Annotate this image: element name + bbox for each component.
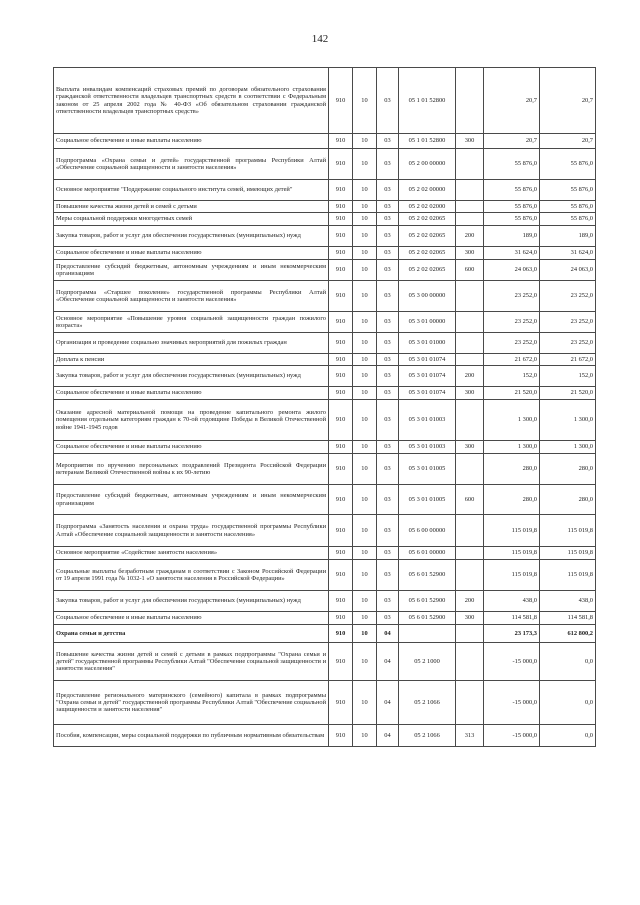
row-name: Основное мероприятие «Повышение уровня социальной защищенности граждан пожилого возраста»: [54, 312, 329, 333]
section-code: 10: [353, 333, 377, 354]
row-name: Социальное обеспечение и иные выплаты населению: [54, 134, 329, 149]
amount-change: 55 876,0: [484, 213, 540, 226]
ministry-code: 910: [329, 485, 353, 515]
ministry-code: 910: [329, 591, 353, 612]
amount-change: 31 624,0: [484, 247, 540, 260]
row-name: Доплата к пенсии: [54, 354, 329, 366]
table-row: [54, 201, 596, 213]
row-name: Социальное обеспечение и иные выплаты населению: [54, 387, 329, 400]
amount-total: 20,7: [540, 68, 596, 134]
row-name: Социальное обеспечение и иные выплаты населению: [54, 247, 329, 260]
amount-total: 152,0: [540, 366, 596, 387]
table-row: [54, 213, 596, 226]
amount-change: 152,0: [484, 366, 540, 387]
target-article-code: 05 3 01 01074: [399, 387, 456, 400]
ministry-code: 910: [329, 333, 353, 354]
subsection-code: 03: [377, 247, 399, 260]
subsection-code: 03: [377, 281, 399, 312]
target-article-code: 05 3 01 01003: [399, 400, 456, 441]
ministry-code: 910: [329, 213, 353, 226]
amount-total: 20,7: [540, 134, 596, 149]
section-code: 10: [353, 247, 377, 260]
ministry-code: 910: [329, 625, 353, 643]
target-article-code: 05 2 02 02065: [399, 247, 456, 260]
section-code: 10: [353, 625, 377, 643]
target-article-code: 05 2 02 02065: [399, 260, 456, 281]
section-code: 10: [353, 591, 377, 612]
expense-type-code: [456, 454, 484, 485]
subsection-code: 04: [377, 725, 399, 747]
ministry-code: 910: [329, 68, 353, 134]
amount-change: -15 000,0: [484, 681, 540, 725]
target-article-code: 05 6 01 52900: [399, 612, 456, 625]
amount-change: 115 019,8: [484, 560, 540, 591]
ministry-code: 910: [329, 260, 353, 281]
target-article-code: 05 2 00 00000: [399, 149, 456, 180]
section-code: 10: [353, 201, 377, 213]
amount-change: 55 876,0: [484, 201, 540, 213]
amount-total: 114 581,8: [540, 612, 596, 625]
table-row: [54, 612, 596, 625]
section-code: 10: [353, 643, 377, 681]
expense-type-code: [456, 515, 484, 547]
amount-total: 280,0: [540, 454, 596, 485]
expense-type-code: [456, 281, 484, 312]
amount-total: 1 300,0: [540, 400, 596, 441]
expense-type-code: 313: [456, 725, 484, 747]
row-name: Закупка товаров, работ и услуг для обеспечения государственных (муниципальных) нужд: [54, 591, 329, 612]
table-row: [54, 625, 596, 643]
amount-total: 438,0: [540, 591, 596, 612]
expense-type-code: 300: [456, 612, 484, 625]
amount-change: 23 252,0: [484, 333, 540, 354]
ministry-code: 910: [329, 281, 353, 312]
section-code: 10: [353, 725, 377, 747]
subsection-code: 03: [377, 547, 399, 560]
ministry-code: 910: [329, 454, 353, 485]
ministry-code: 910: [329, 725, 353, 747]
row-name: Повышение качества жизни детей и семей с детьми: [54, 201, 329, 213]
amount-change: 23 252,0: [484, 281, 540, 312]
row-name: Пособия, компенсации, меры социальной поддержки по публичным нормативным обязательствам: [54, 725, 329, 747]
section-code: 10: [353, 454, 377, 485]
table-row: [54, 247, 596, 260]
expense-type-code: [456, 547, 484, 560]
expense-type-code: [456, 213, 484, 226]
page-number: 142: [311, 33, 329, 45]
row-name: Повышение качества жизни детей и семей с детьми в рамках подпрограммы "Охрана семьи и детей" государственной программы Республики Алтай "Обеспечение социальной защищенности и занятости населения": [54, 643, 329, 681]
amount-change: 23 252,0: [484, 312, 540, 333]
target-article-code: 05 6 01 00000: [399, 547, 456, 560]
amount-total: 612 800,2: [540, 625, 596, 643]
target-article-code: 05 6 01 52900: [399, 560, 456, 591]
target-article-code: [399, 625, 456, 643]
subsection-code: 04: [377, 643, 399, 681]
ministry-code: 910: [329, 201, 353, 213]
expense-type-code: 200: [456, 226, 484, 247]
ministry-code: 910: [329, 515, 353, 547]
target-article-code: 05 3 01 01074: [399, 366, 456, 387]
subsection-code: 03: [377, 354, 399, 366]
target-article-code: 05 3 01 01005: [399, 485, 456, 515]
amount-total: 189,0: [540, 226, 596, 247]
ministry-code: 910: [329, 134, 353, 149]
row-name: Выплата инвалидам компенсаций страховых премий по договорам обязательного страхования гражданской ответственности владельцев транспортных средств в соответствии с Федеральным законом от 25 апреля 2002 года № 40-ФЗ «Об обязательном страховании гражданской ответственности владельцев транспортных средств»: [54, 68, 329, 134]
subsection-code: 04: [377, 681, 399, 725]
amount-change: 55 876,0: [484, 180, 540, 201]
amount-total: 55 876,0: [540, 180, 596, 201]
expense-type-code: 600: [456, 260, 484, 281]
row-name: Предоставление субсидий бюджетным, автономным учреждениям и иным некоммерческим организациям: [54, 485, 329, 515]
section-code: 10: [353, 612, 377, 625]
target-article-code: 05 3 01 01000: [399, 333, 456, 354]
section-code: 10: [353, 400, 377, 441]
target-article-code: 05 1 01 52800: [399, 68, 456, 134]
table-row: [54, 149, 596, 180]
table-row: [54, 354, 596, 366]
expense-type-code: 600: [456, 485, 484, 515]
subsection-code: 03: [377, 400, 399, 441]
ministry-code: 910: [329, 441, 353, 454]
amount-total: 24 063,0: [540, 260, 596, 281]
expense-type-code: [456, 312, 484, 333]
target-article-code: 05 6 00 00000: [399, 515, 456, 547]
table-row: [54, 366, 596, 387]
amount-change: 23 173,3: [484, 625, 540, 643]
target-article-code: 05 3 01 01003: [399, 441, 456, 454]
amount-total: 0,0: [540, 643, 596, 681]
ministry-code: 910: [329, 312, 353, 333]
target-article-code: 05 3 01 01074: [399, 354, 456, 366]
amount-total: 21 520,0: [540, 387, 596, 400]
amount-change: 1 300,0: [484, 441, 540, 454]
subsection-code: 03: [377, 333, 399, 354]
amount-total: 280,0: [540, 485, 596, 515]
amount-total: 31 624,0: [540, 247, 596, 260]
section-code: 10: [353, 68, 377, 134]
row-name: Закупка товаров, работ и услуг для обеспечения государственных (муниципальных) нужд: [54, 366, 329, 387]
amount-total: 23 252,0: [540, 312, 596, 333]
row-name: Социальные выплаты безработным гражданам в соответствии с Законом Российской Федерации от 19 апреля 1991 года № 1032-1 «О занятости населения в Российской Федерации»: [54, 560, 329, 591]
expense-type-code: 300: [456, 134, 484, 149]
expense-type-code: [456, 201, 484, 213]
target-article-code: 05 2 1066: [399, 681, 456, 725]
target-article-code: 05 2 1066: [399, 725, 456, 747]
expense-type-code: [456, 560, 484, 591]
row-name: Охрана семьи и детства: [54, 625, 329, 643]
expense-type-code: [456, 180, 484, 201]
amount-total: 23 252,0: [540, 281, 596, 312]
amount-change: 20,7: [484, 134, 540, 149]
expense-type-code: [456, 625, 484, 643]
subsection-code: 03: [377, 366, 399, 387]
row-name: Оказание адресной материальной помощи на проведение капитального ремонта жилого помещения отдельным категориям граждан к 70-ой годовщине Победы в Великой Отечественной войне 1941-1945 годов: [54, 400, 329, 441]
subsection-code: 03: [377, 134, 399, 149]
table-row: [54, 454, 596, 485]
table-row: [54, 226, 596, 247]
section-code: 10: [353, 149, 377, 180]
amount-change: -15 000,0: [484, 643, 540, 681]
ministry-code: 910: [329, 247, 353, 260]
amount-total: 55 876,0: [540, 201, 596, 213]
row-name: Закупка товаров, работ и услуг для обеспечения государственных (муниципальных) нужд: [54, 226, 329, 247]
section-code: 10: [353, 180, 377, 201]
expense-type-code: [456, 400, 484, 441]
ministry-code: 910: [329, 400, 353, 441]
amount-change: 115 019,8: [484, 547, 540, 560]
amount-change: -15 000,0: [484, 725, 540, 747]
ministry-code: 910: [329, 612, 353, 625]
table-row: [54, 515, 596, 547]
row-name: Основное мероприятие "Поддержание социального института семей, имеющих детей": [54, 180, 329, 201]
table-row: [54, 547, 596, 560]
target-article-code: 05 3 01 00000: [399, 312, 456, 333]
section-code: 10: [353, 387, 377, 400]
expense-type-code: 300: [456, 247, 484, 260]
target-article-code: 05 2 02 02000: [399, 201, 456, 213]
subsection-code: 03: [377, 68, 399, 134]
row-name: Мероприятия по вручению персональных поздравлений Президента Российской Федерации ветеранам Великой Отечественной войны к их 90-летию: [54, 454, 329, 485]
target-article-code: 05 3 00 00000: [399, 281, 456, 312]
ministry-code: 910: [329, 560, 353, 591]
amount-total: 115 019,8: [540, 560, 596, 591]
ministry-code: 910: [329, 681, 353, 725]
table-row: [54, 560, 596, 591]
section-code: 10: [353, 560, 377, 591]
table-row: [54, 180, 596, 201]
amount-change: 114 581,8: [484, 612, 540, 625]
target-article-code: 05 2 02 02065: [399, 213, 456, 226]
table-row: [54, 134, 596, 149]
table-row: [54, 591, 596, 612]
expense-type-code: [456, 149, 484, 180]
subsection-code: 03: [377, 260, 399, 281]
amount-total: 1 300,0: [540, 441, 596, 454]
subsection-code: 03: [377, 180, 399, 201]
subsection-code: 03: [377, 201, 399, 213]
ministry-code: 910: [329, 149, 353, 180]
table-row: [54, 725, 596, 747]
row-name: Предоставление регионального материнского (семейного) капитала в рамках подпрограммы "Охрана семьи и детей" государственной программы Республики Алтай "Обеспечение социальной защищенности и занятости населения": [54, 681, 329, 725]
section-code: 10: [353, 354, 377, 366]
amount-change: 21 520,0: [484, 387, 540, 400]
table-row: [54, 485, 596, 515]
expense-type-code: [456, 681, 484, 725]
amount-total: 0,0: [540, 725, 596, 747]
ministry-code: 910: [329, 387, 353, 400]
amount-change: 280,0: [484, 485, 540, 515]
table-row: [54, 333, 596, 354]
table-row: [54, 441, 596, 454]
target-article-code: 05 3 01 01005: [399, 454, 456, 485]
amount-change: 21 672,0: [484, 354, 540, 366]
section-code: 10: [353, 547, 377, 560]
subsection-code: 03: [377, 485, 399, 515]
row-name: Подпрограмма «Охрана семьи и детей» государственной программы Республики Алтай «Обеспечение социальной защищенности и занятости населения»: [54, 149, 329, 180]
target-article-code: 05 2 02 02065: [399, 226, 456, 247]
section-code: 10: [353, 485, 377, 515]
amount-total: 115 019,8: [540, 547, 596, 560]
table-row: [54, 387, 596, 400]
ministry-code: 910: [329, 180, 353, 201]
section-code: 10: [353, 366, 377, 387]
table-row: [54, 312, 596, 333]
table-body: [54, 68, 596, 747]
expense-type-code: [456, 68, 484, 134]
table-row: [54, 400, 596, 441]
amount-change: 55 876,0: [484, 149, 540, 180]
section-code: 10: [353, 226, 377, 247]
table-row: [54, 681, 596, 725]
row-name: Предоставление субсидий бюджетным, автономным учреждениям и иным некоммерческим организациям: [54, 260, 329, 281]
subsection-code: 03: [377, 226, 399, 247]
section-code: 10: [353, 312, 377, 333]
subsection-code: 03: [377, 454, 399, 485]
subsection-code: 03: [377, 149, 399, 180]
subsection-code: 03: [377, 612, 399, 625]
amount-total: 21 672,0: [540, 354, 596, 366]
subsection-code: 03: [377, 441, 399, 454]
ministry-code: 910: [329, 366, 353, 387]
target-article-code: 05 2 02 00000: [399, 180, 456, 201]
target-article-code: 05 2 1000: [399, 643, 456, 681]
subsection-code: 03: [377, 387, 399, 400]
ministry-code: 910: [329, 547, 353, 560]
amount-change: 1 300,0: [484, 400, 540, 441]
row-name: Основное мероприятие «Содействие занятости населения»: [54, 547, 329, 560]
amount-change: 115 019,8: [484, 515, 540, 547]
section-code: 10: [353, 681, 377, 725]
subsection-code: 03: [377, 312, 399, 333]
section-code: 10: [353, 213, 377, 226]
amount-total: 115 019,8: [540, 515, 596, 547]
ministry-code: 910: [329, 354, 353, 366]
amount-total: 0,0: [540, 681, 596, 725]
expense-type-code: 200: [456, 366, 484, 387]
row-name: Подпрограмма «Занятость населения и охрана труда» государственной программы Республики Алтай «Обеспечение социальной защищенности и занятости населения»: [54, 515, 329, 547]
row-name: Организация и проведение социально значимых мероприятий для пожилых граждан: [54, 333, 329, 354]
budget-table: [53, 67, 596, 747]
ministry-code: 910: [329, 226, 353, 247]
amount-change: 280,0: [484, 454, 540, 485]
section-code: 10: [353, 134, 377, 149]
row-name: Социальное обеспечение и иные выплаты населению: [54, 612, 329, 625]
row-name: Подпрограмма «Старшее поколение» государственной программы Республики Алтай «Обеспечение социальной защищенности и занятости населения»: [54, 281, 329, 312]
row-name: Социальное обеспечение и иные выплаты населению: [54, 441, 329, 454]
table-row: [54, 68, 596, 134]
amount-change: 20,7: [484, 68, 540, 134]
table-row: [54, 260, 596, 281]
amount-total: 55 876,0: [540, 149, 596, 180]
target-article-code: 05 1 01 52800: [399, 134, 456, 149]
section-code: 10: [353, 515, 377, 547]
subsection-code: 03: [377, 213, 399, 226]
expense-type-code: 300: [456, 441, 484, 454]
expense-type-code: 300: [456, 387, 484, 400]
amount-total: 55 876,0: [540, 213, 596, 226]
ministry-code: 910: [329, 643, 353, 681]
subsection-code: 03: [377, 560, 399, 591]
section-code: 10: [353, 441, 377, 454]
amount-total: 23 252,0: [540, 333, 596, 354]
expense-type-code: [456, 643, 484, 681]
table-row: [54, 643, 596, 681]
amount-change: 24 063,0: [484, 260, 540, 281]
expense-type-code: [456, 354, 484, 366]
expense-type-code: 200: [456, 591, 484, 612]
subsection-code: 04: [377, 625, 399, 643]
subsection-code: 03: [377, 515, 399, 547]
section-code: 10: [353, 260, 377, 281]
row-name: Меры социальной поддержки многодетных семей: [54, 213, 329, 226]
subsection-code: 03: [377, 591, 399, 612]
amount-change: 438,0: [484, 591, 540, 612]
expense-type-code: [456, 333, 484, 354]
table-row: [54, 281, 596, 312]
amount-change: 189,0: [484, 226, 540, 247]
section-code: 10: [353, 281, 377, 312]
target-article-code: 05 6 01 52900: [399, 591, 456, 612]
